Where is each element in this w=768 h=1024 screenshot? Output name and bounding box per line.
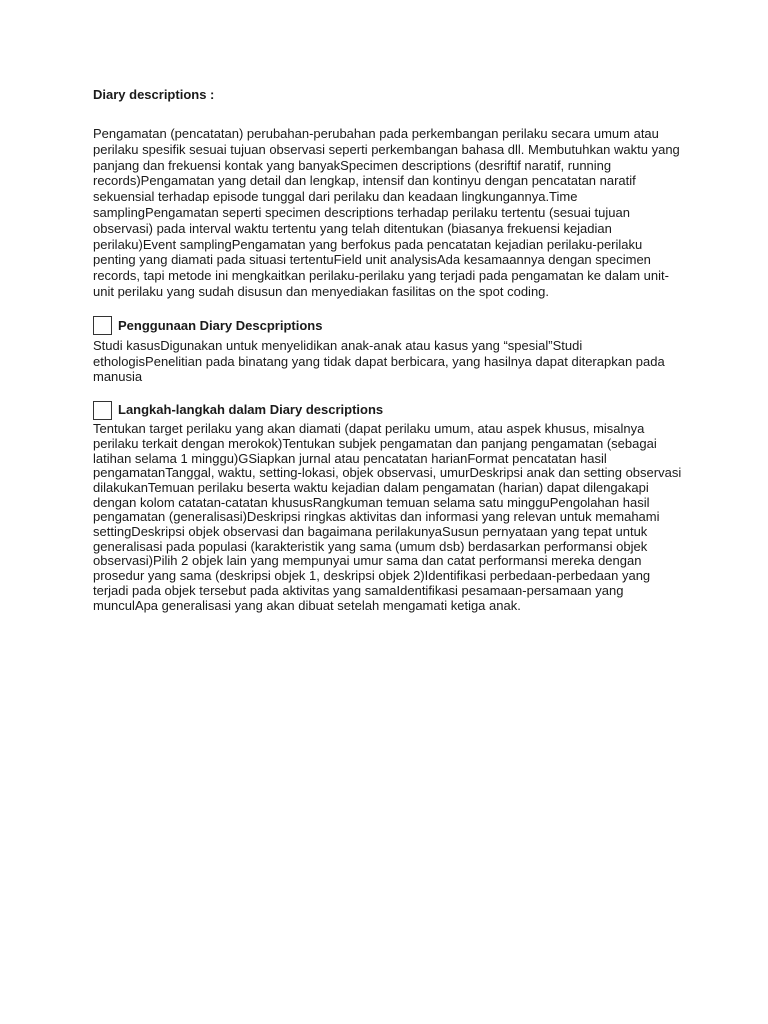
intro-paragraph: Pengamatan (pencatatan) perubahan-perubahan pada perkembangan perilaku secara umum atau perilaku spesifik sesuai tujuan observasi seperti perkembangan bahasa dll. Membutuhkan waktu yang panjang dan frekuensi kontak yang banyakSpecimen descriptions (desriftif naratif, running records)Pengamatan yang detail dan lengkap, intensif dan kontinyu dengan pencatatan naratif sekuensial terhadap episode tunggal dari perilaku dan keadaan lingkungannya.Time samplingPengamatan seperti specimen descriptions terhadap perilaku tertentu (sesuai tujuan observasi) pada interval waktu tertentu yang telah ditentukan (biasanya frekuensi kejadian perilaku)Event samplingPengamatan yang berfokus pada pencatatan kejadian perilaku-perilaku penting yang diamati pada situasi tertentuField unit analysisAda kesamaannya dengan specimen records, tapi metode ini mengkaitkan perilaku-perilaku yang terjadi pada pengamatan ke dalam unit-unit perilaku yang sudah disusun dan menyediakan fasilitas on the spot coding. [93, 126, 680, 299]
section-langkah [93, 399, 683, 613]
section-body: Studi kasusDigunakan untuk menyelidikan anak-anak atau kasus yang “spesial”Studi ethologisPenelitian pada binatang yang tidak dapat berbicara, yang hasilnya dapat diterapkan pada manusia [93, 337, 665, 385]
section-title: Penggunaan Diary Descpriptions [118, 317, 323, 333]
checkbox-icon [93, 316, 112, 335]
section-body: Tentukan target perilaku yang akan diamati (dapat perilaku umum, atau aspek khusus, misalnya perilaku terkait dengan merokok)Tentukan subjek pengamatan dan panjang pengamatan (sebagai latihan selama 1 minggu)GSiapkan jurnal atau pencatatan harianFormat pencatatan hasil pengamatanTanggal, waktu, setting-lokasi, objek observasi, umurDeskripsi anak dan setting observasi dilakukanTemuan perilaku beserta waktu kejadian dalam pengamatan (harian) dapat dilengakapi dengan kolom catatan-catatan khususRangkuman temuan selama satu mingguPengolahan hasil pengamatan (generalisasi)Deskripsi ringkas aktivitas dan informasi yang relevan untuk memahami settingDeskripsi objek observasi dan bagaimana perilakunyaSusun pernyataan yang tepat untuk generalisasi pada populasi (karakteristik yang sama (umum dsb) berdasarkan performansi objek observasi)Pilih 2 objek lain yang mempunyai umur sama dan catat performansi mereka dengan prosedur yang sama (deskripsi objek 1, deskripsi objek 2)Identifikasi perbedaan-perbedaan yang terjadi pada objek tersebut pada aktivitas yang samaIdentifikasi pesamaan-persamaan yang munculApa generalisasi yang akan dibuat setelah mengamati ketiga anak. [93, 421, 682, 613]
checkbox-icon [93, 401, 112, 420]
document-title: Diary descriptions : [93, 87, 215, 102]
section-heading [93, 315, 683, 337]
section-heading [93, 399, 683, 421]
document-page [93, 86, 683, 613]
section-penggunaan [93, 315, 683, 385]
section-title: Langkah-langkah dalam Diary descriptions [118, 402, 384, 418]
